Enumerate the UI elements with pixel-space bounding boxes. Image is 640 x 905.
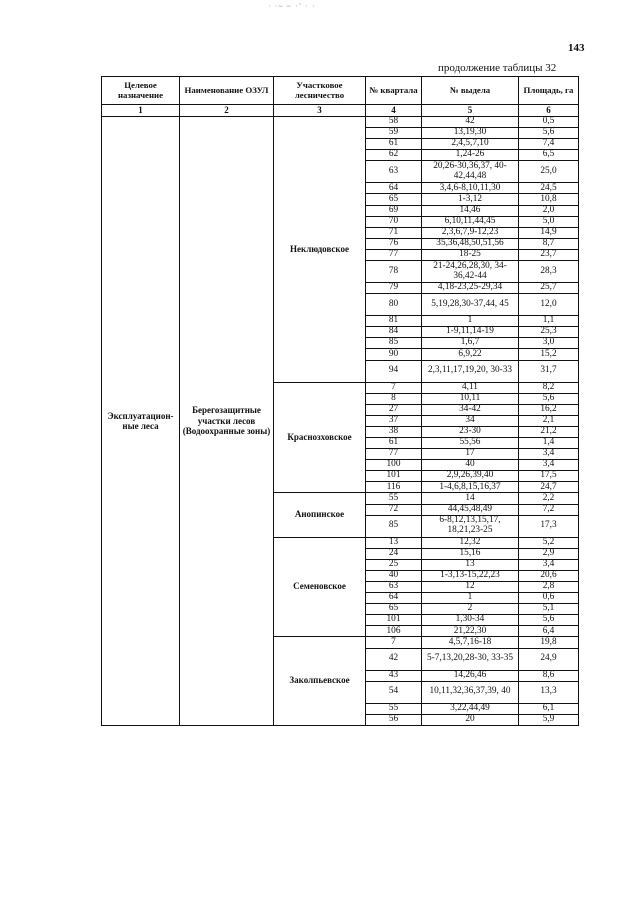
forestry-cell: Анопинское	[274, 493, 366, 537]
area-cell: 14,9	[519, 227, 579, 238]
area-cell: 2,0	[519, 205, 579, 216]
ozul-name-cell: Берегозащитные участки лесов (Водоохранные зоны)	[180, 117, 274, 726]
area-cell: 10,8	[519, 194, 579, 205]
allotment-cell: 10,11,32,36,37,39, 40	[422, 681, 519, 703]
area-cell: 16,2	[519, 404, 579, 415]
area-cell: 31,7	[519, 360, 579, 382]
quarter-cell: 59	[366, 128, 422, 139]
column-number-row	[102, 105, 579, 117]
quarter-cell: 70	[366, 216, 422, 227]
allotment-cell: 20	[422, 714, 519, 725]
allotment-cell: 1	[422, 316, 519, 327]
allotment-cell: 3,22,44,49	[422, 703, 519, 714]
area-cell: 6,5	[519, 150, 579, 161]
header-area: Площадь, га	[519, 77, 579, 105]
allotment-cell: 2,4,5,7,10	[422, 139, 519, 150]
quarter-cell: 37	[366, 415, 422, 426]
allotment-cell: 1-4,6,8,15,16,37	[422, 482, 519, 493]
quarter-cell: 42	[366, 648, 422, 670]
column-number: 5	[422, 105, 519, 117]
quarter-cell: 78	[366, 261, 422, 283]
allotment-cell: 1-9,11,14-19	[422, 327, 519, 338]
area-cell: 5,1	[519, 604, 579, 615]
area-cell: 2,1	[519, 415, 579, 426]
allotment-cell: 1	[422, 593, 519, 604]
allotment-cell: 2	[422, 604, 519, 615]
quarter-cell: 56	[366, 714, 422, 725]
area-cell: 28,3	[519, 261, 579, 283]
forestry-cell: Заколпьевское	[274, 637, 366, 725]
area-cell: 13,3	[519, 681, 579, 703]
allotment-cell: 18-25	[422, 249, 519, 260]
quarter-cell: 80	[366, 294, 422, 316]
allotment-cell: 55,56	[422, 437, 519, 448]
quarter-cell: 81	[366, 316, 422, 327]
quarter-cell: 72	[366, 504, 422, 515]
quarter-cell: 94	[366, 360, 422, 382]
allotment-cell: 3,4,6-8,10,11,30	[422, 183, 519, 194]
allotment-cell: 14	[422, 493, 519, 504]
quarter-cell: 76	[366, 238, 422, 249]
quarter-cell: 55	[366, 493, 422, 504]
allotment-cell: 4,11	[422, 382, 519, 393]
quarter-cell: 63	[366, 582, 422, 593]
area-cell: 5,6	[519, 128, 579, 139]
allotment-cell: 5-7,13,20,28-30, 33-35	[422, 648, 519, 670]
allotment-cell: 44,45,48,49	[422, 504, 519, 515]
continuation-label: продолжение таблицы 32	[438, 62, 557, 74]
area-cell: 20,6	[519, 570, 579, 581]
column-number: 6	[519, 105, 579, 117]
header-purpose: Целевое назначение	[102, 77, 180, 105]
area-cell: 0,5	[519, 117, 579, 128]
area-cell: 24,7	[519, 482, 579, 493]
allotment-cell: 4,18-23,25-29,34	[422, 283, 519, 294]
area-cell: 3,4	[519, 449, 579, 460]
header-forestry: Участковое лесничество	[274, 77, 366, 105]
quarter-cell: 90	[366, 349, 422, 360]
quarter-cell: 84	[366, 327, 422, 338]
column-number: 2	[180, 105, 274, 117]
allotment-cell: 2,3,11,17,19,20, 30-33	[422, 360, 519, 382]
area-cell: 3,4	[519, 559, 579, 570]
area-cell: 12,0	[519, 294, 579, 316]
allotment-cell: 20,26-30,36,37, 40-42,44,48	[422, 161, 519, 183]
quarter-cell: 77	[366, 449, 422, 460]
area-cell: 24,5	[519, 183, 579, 194]
allotment-cell: 34	[422, 415, 519, 426]
quarter-cell: 7	[366, 637, 422, 648]
area-cell: 3,0	[519, 338, 579, 349]
header-allotment: № выдела	[422, 77, 519, 105]
area-cell: 23,7	[519, 249, 579, 260]
allotment-cell: 40	[422, 460, 519, 471]
quarter-cell: 8	[366, 393, 422, 404]
area-cell: 8,7	[519, 238, 579, 249]
allotment-cell: 6-8,12,13,15,17, 18,21,23-25	[422, 515, 519, 537]
allotment-cell: 15,16	[422, 548, 519, 559]
allotment-cell: 35,36,48,50,51,56	[422, 238, 519, 249]
area-cell: 5,2	[519, 537, 579, 548]
area-cell: 7,2	[519, 504, 579, 515]
allotment-cell: 2,3,6,7,9-12,23	[422, 227, 519, 238]
quarter-cell: 69	[366, 205, 422, 216]
allotment-cell: 1-3,12	[422, 194, 519, 205]
scan-mark: · ·~ ~ ·˜ · ·	[268, 2, 316, 11]
area-cell: 2,2	[519, 493, 579, 504]
table-row	[102, 117, 579, 128]
area-cell: 1,4	[519, 437, 579, 448]
allotment-cell: 34-42	[422, 404, 519, 415]
allotment-cell: 1-3,13-15,22,23	[422, 570, 519, 581]
allotment-cell: 13,19,30	[422, 128, 519, 139]
allotment-cell: 14,26,46	[422, 670, 519, 681]
purpose-cell: Эксплуатацион-ные леса	[102, 117, 180, 726]
area-cell: 7,4	[519, 139, 579, 150]
allotment-cell: 23-30	[422, 426, 519, 437]
allotment-cell: 14,46	[422, 205, 519, 216]
quarter-cell: 100	[366, 460, 422, 471]
allotment-cell: 42	[422, 117, 519, 128]
quarter-cell: 63	[366, 161, 422, 183]
area-cell: 2,9	[519, 548, 579, 559]
allotment-cell: 10,11	[422, 393, 519, 404]
allotment-cell: 13	[422, 559, 519, 570]
forestry-cell: Неклюдовское	[274, 117, 366, 383]
allotment-cell: 21-24,26,28,30, 34-36,42-44	[422, 261, 519, 283]
quarter-cell: 38	[366, 426, 422, 437]
area-cell: 5,6	[519, 615, 579, 626]
area-cell: 21,2	[519, 426, 579, 437]
quarter-cell: 55	[366, 703, 422, 714]
header-row	[102, 77, 579, 105]
quarter-cell: 65	[366, 604, 422, 615]
area-cell: 6,1	[519, 703, 579, 714]
area-cell: 25,3	[519, 327, 579, 338]
quarter-cell: 54	[366, 681, 422, 703]
allotment-cell: 4,5,7,16-18	[422, 637, 519, 648]
quarter-cell: 101	[366, 471, 422, 482]
area-cell: 5,9	[519, 714, 579, 725]
forestry-cell: Семеновское	[274, 537, 366, 637]
forestry-cell: Краснозховское	[274, 382, 366, 493]
quarter-cell: 64	[366, 183, 422, 194]
header-ozul-name: Наименование ОЗУЛ	[180, 77, 274, 105]
area-cell: 5,6	[519, 393, 579, 404]
area-cell: 6,4	[519, 626, 579, 637]
quarter-cell: 43	[366, 670, 422, 681]
area-cell: 25,0	[519, 161, 579, 183]
quarter-cell: 85	[366, 338, 422, 349]
allotment-cell: 6,9,22	[422, 349, 519, 360]
column-number: 4	[366, 105, 422, 117]
area-cell: 24,9	[519, 648, 579, 670]
area-cell: 1,1	[519, 316, 579, 327]
quarter-cell: 64	[366, 593, 422, 604]
area-cell: 5,0	[519, 216, 579, 227]
quarter-cell: 13	[366, 537, 422, 548]
forest-table	[101, 76, 579, 726]
area-cell: 19,8	[519, 637, 579, 648]
quarter-cell: 77	[366, 249, 422, 260]
allotment-cell: 6,10,11,44,45	[422, 216, 519, 227]
column-number: 3	[274, 105, 366, 117]
quarter-cell: 85	[366, 515, 422, 537]
quarter-cell: 61	[366, 139, 422, 150]
column-number: 1	[102, 105, 180, 117]
quarter-cell: 65	[366, 194, 422, 205]
table-body	[102, 117, 579, 726]
allotment-cell: 2,9,26,39,40	[422, 471, 519, 482]
allotment-cell: 1,30-34	[422, 615, 519, 626]
area-cell: 8,6	[519, 670, 579, 681]
area-cell: 17,3	[519, 515, 579, 537]
allotment-cell: 12	[422, 582, 519, 593]
area-cell: 3,4	[519, 460, 579, 471]
allotment-cell: 1,6,7	[422, 338, 519, 349]
quarter-cell: 62	[366, 150, 422, 161]
quarter-cell: 61	[366, 437, 422, 448]
quarter-cell: 58	[366, 117, 422, 128]
allotment-cell: 12,32	[422, 537, 519, 548]
area-cell: 0,6	[519, 593, 579, 604]
header-quarter: № квартала	[366, 77, 422, 105]
quarter-cell: 116	[366, 482, 422, 493]
area-cell: 8,2	[519, 382, 579, 393]
quarter-cell: 24	[366, 548, 422, 559]
quarter-cell: 106	[366, 626, 422, 637]
area-cell: 15,2	[519, 349, 579, 360]
quarter-cell: 101	[366, 615, 422, 626]
allotment-cell: 5,19,28,30-37,44, 45	[422, 294, 519, 316]
quarter-cell: 27	[366, 404, 422, 415]
quarter-cell: 40	[366, 570, 422, 581]
area-cell: 2,8	[519, 582, 579, 593]
allotment-cell: 1,24-26	[422, 150, 519, 161]
quarter-cell: 25	[366, 559, 422, 570]
quarter-cell: 79	[366, 283, 422, 294]
quarter-cell: 7	[366, 382, 422, 393]
quarter-cell: 71	[366, 227, 422, 238]
allotment-cell: 21,22,30	[422, 626, 519, 637]
area-cell: 17,5	[519, 471, 579, 482]
page-number: 143	[568, 42, 585, 54]
allotment-cell: 17	[422, 449, 519, 460]
area-cell: 25,7	[519, 283, 579, 294]
